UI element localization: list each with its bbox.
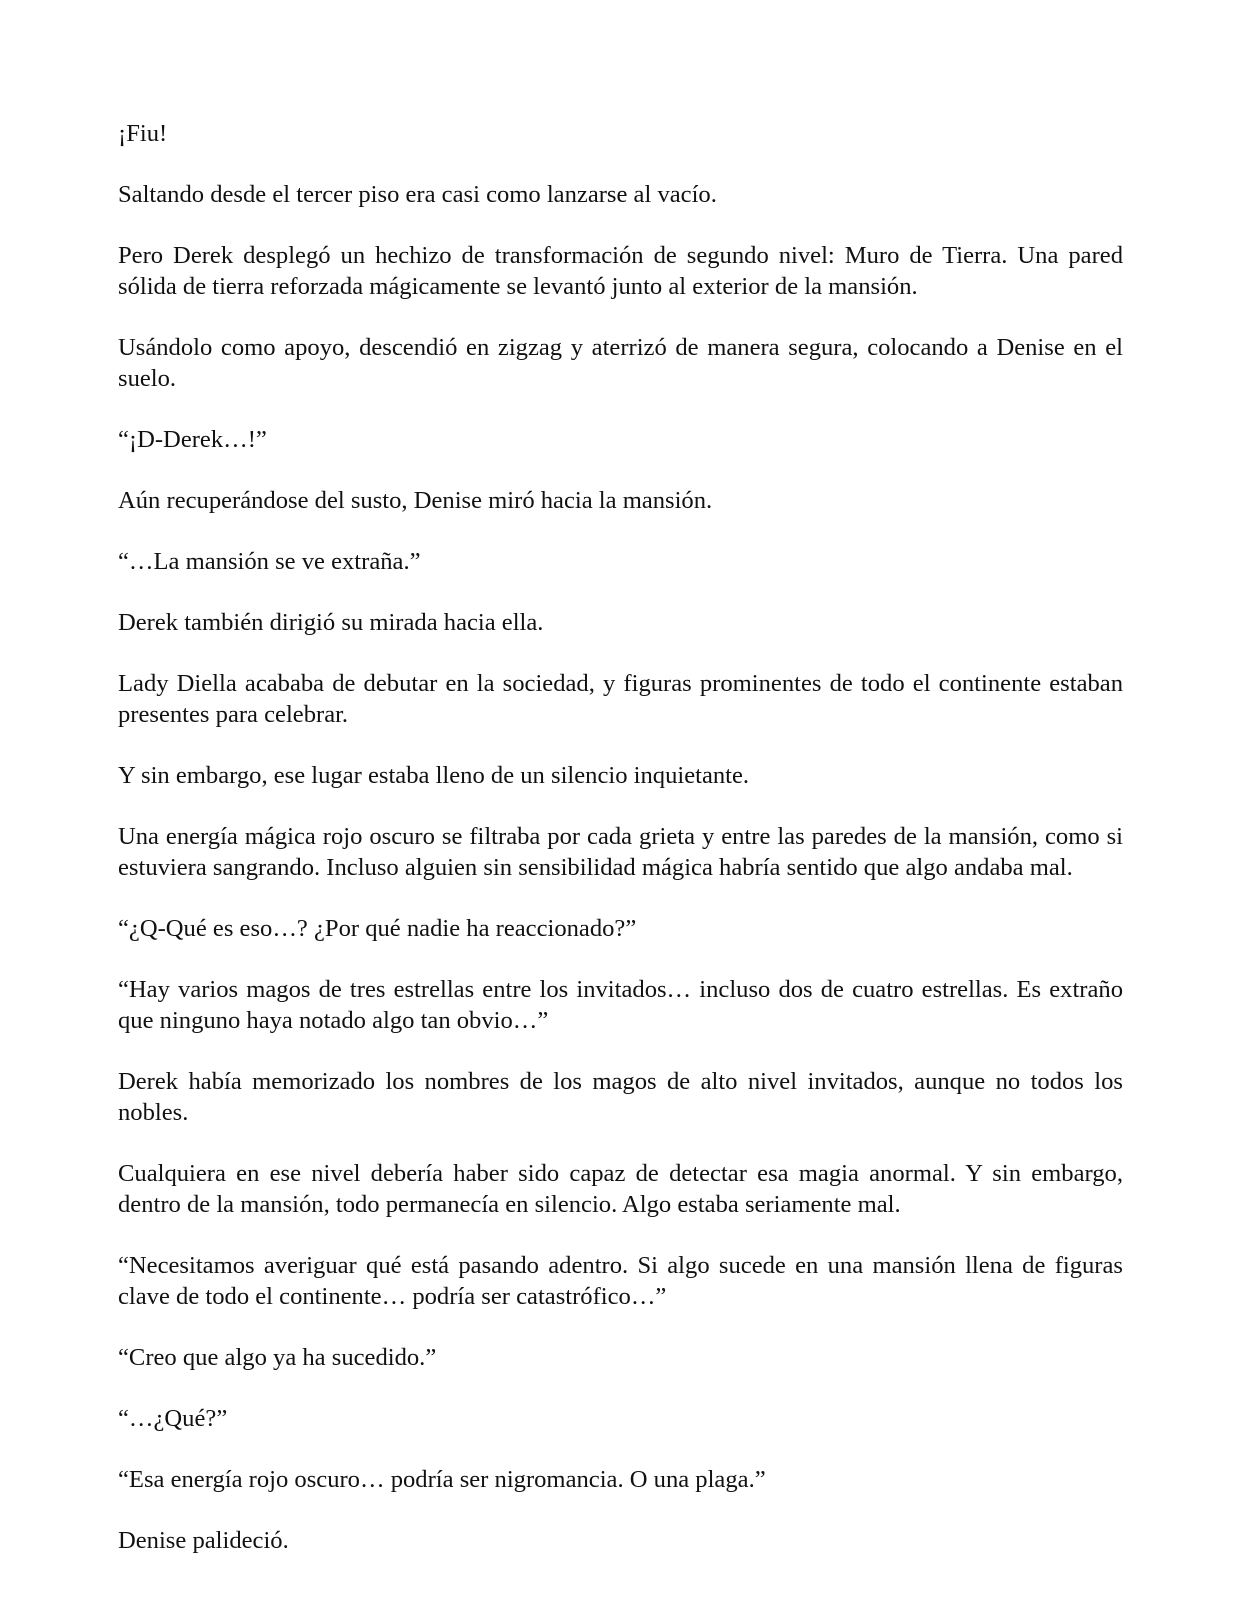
paragraph: Una energía mágica rojo oscuro se filtraba por cada grieta y entre las paredes de la mansión, como si estuviera sangrando. Incluso alguien sin sensibilidad mágica habría sentido que algo andaba mal. (118, 823, 1123, 881)
paragraph: Derek había memorizado los nombres de los magos de alto nivel invitados, aunque no todos los nobles. (118, 1068, 1123, 1126)
paragraph: Saltando desde el tercer piso era casi como lanzarse al vacío. (118, 181, 717, 208)
paragraph: Usándolo como apoyo, descendió en zigzag y aterrizó de manera segura, colocando a Denise en el suelo. (118, 334, 1123, 392)
paragraph: Denise palideció. (118, 1527, 289, 1554)
paragraph: Aún recuperándose del susto, Denise miró hacia la mansión. (118, 487, 713, 514)
paragraph: “…¿Qué?” (118, 1405, 228, 1432)
paragraph: “…La mansión se ve extraña.” (118, 548, 421, 575)
paragraph: “Necesitamos averiguar qué está pasando adentro. Si algo sucede en una mansión llena de figuras clave de todo el continente… podría ser catastrófico…” (118, 1252, 1123, 1310)
paragraph: Lady Diella acababa de debutar en la sociedad, y figuras prominentes de todo el continente estaban presentes para celebrar. (118, 670, 1123, 728)
paragraph: “Esa energía rojo oscuro… podría ser nigromancia. O una plaga.” (118, 1466, 766, 1493)
paragraph: “¡D-Derek…!” (118, 426, 267, 453)
paragraph: ¡Fiu! (118, 120, 168, 147)
paragraph: Cualquiera en ese nivel debería haber sido capaz de detectar esa magia anormal. Y sin embargo, dentro de la mansión, todo permanecía en silencio. Algo estaba seriamente mal. (118, 1160, 1123, 1218)
paragraph: “¿Q-Qué es eso…? ¿Por qué nadie ha reaccionado?” (118, 915, 637, 942)
document-body (118, 118, 1123, 1556)
paragraph: “Hay varios magos de tres estrellas entre los invitados… incluso dos de cuatro estrellas. Es extraño que ninguno haya notado algo tan obvio…” (118, 976, 1123, 1034)
paragraph: Derek también dirigió su mirada hacia ella. (118, 609, 544, 636)
paragraph: “Creo que algo ya ha sucedido.” (118, 1344, 437, 1371)
paragraph: Pero Derek desplegó un hechizo de transformación de segundo nivel: Muro de Tierra. Una pared sólida de tierra reforzada mágicamente se levantó junto al exterior de la mansión. (118, 242, 1123, 300)
paragraph: Y sin embargo, ese lugar estaba lleno de un silencio inquietante. (118, 762, 750, 789)
